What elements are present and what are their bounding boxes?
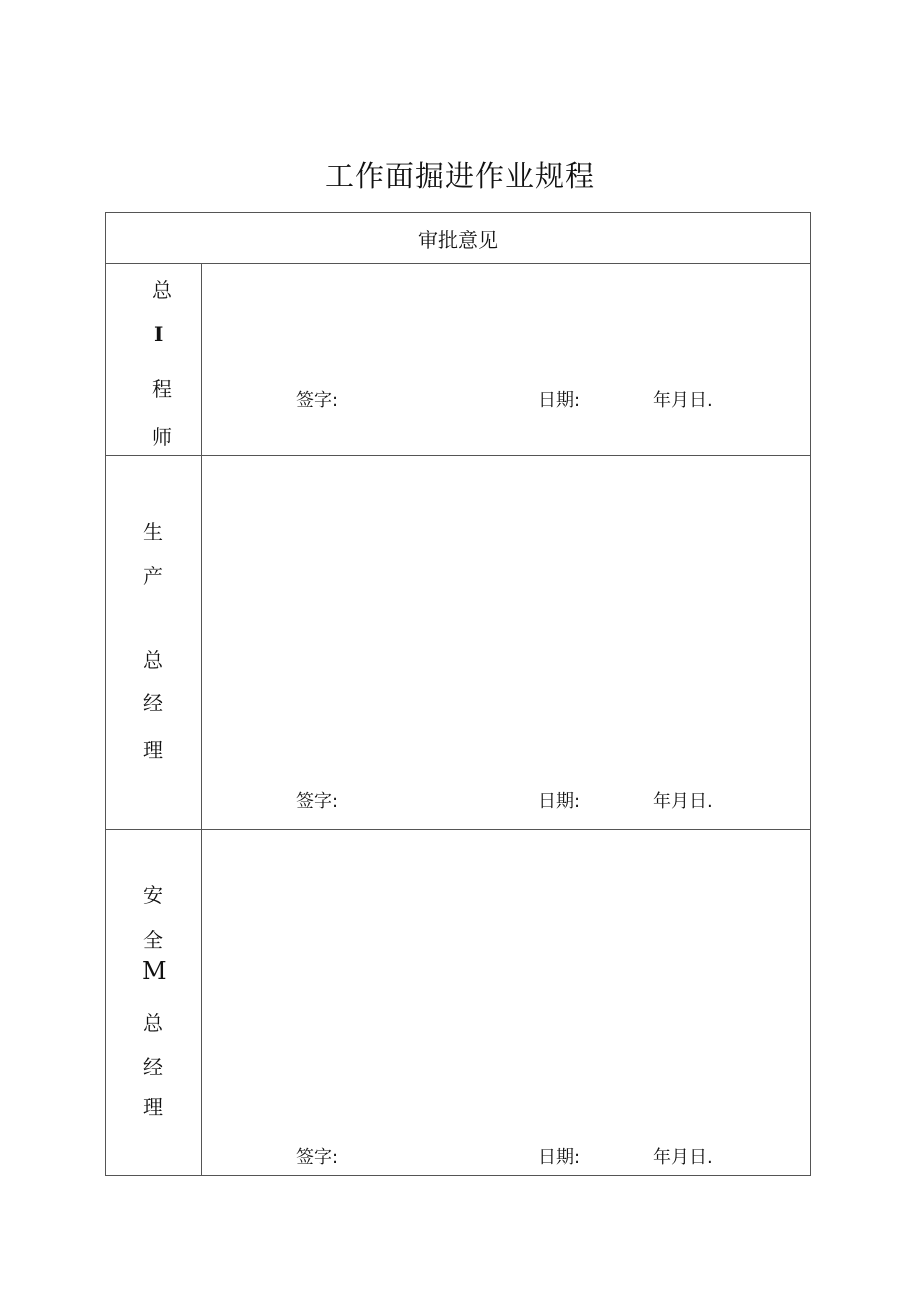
label-char: 全: [143, 928, 163, 952]
signature-label: 签字:: [296, 791, 339, 812]
label-char: 程: [152, 377, 172, 401]
label-char: 理: [143, 738, 163, 762]
label-char: 师: [152, 425, 172, 449]
label-char: 总: [143, 1011, 163, 1035]
label-char: 产: [143, 564, 163, 588]
date-format-text: 年月日.: [653, 390, 713, 411]
label-char: I: [154, 322, 164, 346]
date-label: 日期:: [538, 1147, 581, 1168]
label-char: 安: [143, 883, 163, 907]
approval-table: [105, 212, 811, 1176]
label-char: M: [142, 957, 167, 985]
label-char: 经: [143, 691, 163, 715]
signature-label: 签字:: [296, 1147, 339, 1168]
label-char: 生: [143, 520, 163, 544]
section-safety-manager: [106, 830, 810, 1175]
section-production-manager: [106, 456, 810, 830]
label-char: 理: [143, 1095, 163, 1119]
date-label: 日期:: [538, 390, 581, 411]
section-label-cell: [106, 830, 202, 1175]
signature-label: 签字:: [296, 390, 339, 411]
label-char: 总: [143, 648, 163, 672]
date-format-text: 年月日.: [653, 1147, 713, 1168]
section-label-cell: [106, 456, 202, 829]
label-char: 总: [152, 278, 172, 302]
date-label: 日期:: [538, 791, 581, 812]
section-label-cell: [106, 264, 202, 455]
section-chief-engineer: [106, 264, 810, 456]
table-header-approval-opinion: 审批意见: [106, 213, 810, 264]
document-title: 工作面掘进作业规程: [324, 159, 595, 193]
label-char: 经: [143, 1055, 163, 1079]
date-format-text: 年月日.: [653, 791, 713, 812]
